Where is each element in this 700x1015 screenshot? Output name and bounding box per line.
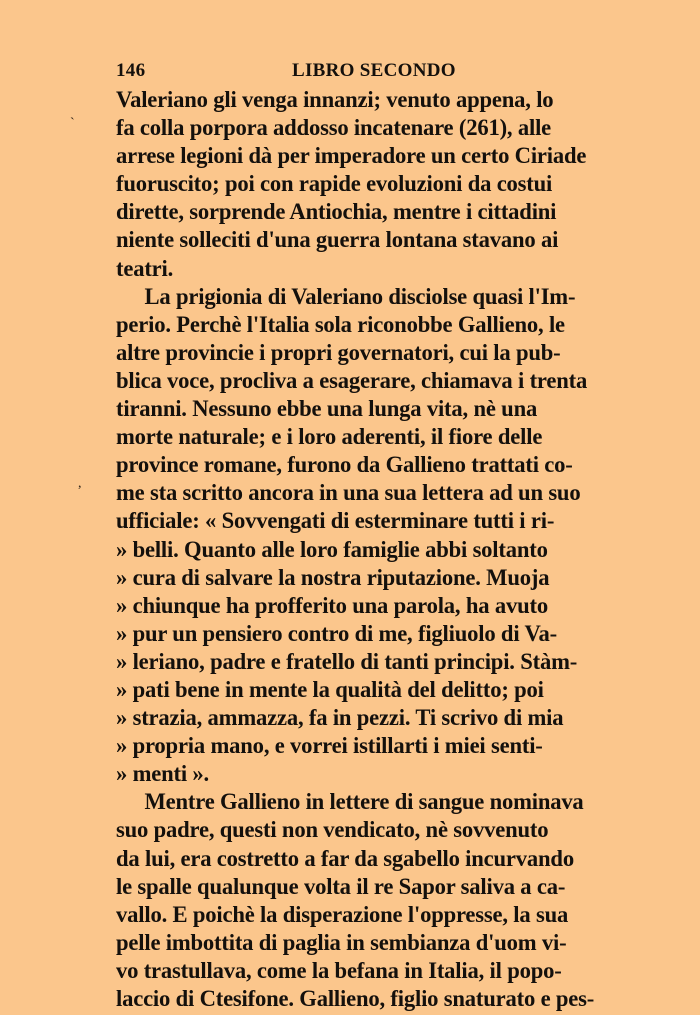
text-line: » menti ». xyxy=(116,761,210,787)
text-line: ufficiale: « Sovvengati di esterminare tutti i ri- xyxy=(116,508,555,534)
text-line: laccio di Ctesifone. Gallieno, figlio snaturato e pes- xyxy=(116,986,595,1011)
margin-speck: ` xyxy=(70,116,75,131)
text-line: province romane, furono da Gallieno trattati co- xyxy=(116,452,573,478)
text-line: » belli. Quanto alle loro famiglie abbi soltanto xyxy=(116,536,548,562)
margin-speck: , xyxy=(78,476,82,491)
text-line: Mentre Gallieno in lettere di sangue nominava xyxy=(144,789,584,815)
body-text xyxy=(116,86,636,1013)
page-header xyxy=(116,60,628,86)
page-number: 146 xyxy=(116,60,146,81)
text-line: da lui, era costretto a far da sgabello incurvando xyxy=(116,845,574,871)
text-line: altre provincie i propri governatori, cui la pub- xyxy=(116,339,561,365)
text-line: » chiunque ha profferito una parola, ha avuto xyxy=(116,592,548,618)
text-line: perio. Perchè l'Italia sola riconobbe Gallieno, le xyxy=(116,311,565,337)
text-line: » cura di salvare la nostra riputazione. Muoja xyxy=(116,564,550,590)
text-line: » strazia, ammazza, fa in pezzi. Ti scrivo di mia xyxy=(116,705,564,731)
text-line: La prigionia di Valeriano disciolse quasi l'Im- xyxy=(144,283,576,309)
text-line: pelle imbottita di paglia in sembianza d'uom vi- xyxy=(116,929,567,955)
text-line: le spalle qualunque volta il re Sapor saliva a ca- xyxy=(116,873,566,899)
text-line: arrese legioni dà per imperadore un certo Ciriade xyxy=(116,143,587,169)
text-line: » pati bene in mente la qualità del delitto; poi xyxy=(116,676,544,702)
text-line: » leriano, padre e fratello di tanti principi. Stàm- xyxy=(116,648,578,674)
text-line: teatri. xyxy=(116,255,174,281)
text-line: » propria mano, e vorrei istillarti i miei senti- xyxy=(116,733,543,759)
text-line: dirette, sorprende Antiochia, mentre i cittadini xyxy=(116,199,557,225)
text-line: niente solleciti d'una guerra lontana stavano ai xyxy=(116,227,559,253)
text-line: fuoruscito; poi con rapide evoluzioni da costui xyxy=(116,171,553,197)
text-line: suo padre, questi non vendicato, nè sovvenuto xyxy=(116,817,549,843)
running-head: LIBRO SECONDO xyxy=(292,60,456,81)
text-line: vo trastullava, come la befana in Italia, il popo- xyxy=(116,957,562,983)
text-line: vallo. E poichè la disperazione l'oppresse, la sua xyxy=(116,901,569,927)
text-line: fa colla porpora addosso incatenare (261), alle xyxy=(116,115,552,141)
text-line: tiranni. Nessuno ebbe una lunga vita, nè una xyxy=(116,396,538,422)
text-line: blica voce, procliva a esagerare, chiamava i trenta xyxy=(116,367,588,393)
text-line: morte naturale; e i loro aderenti, il fiore delle xyxy=(116,424,543,450)
text-line: Valeriano gli venga innanzi; venuto appena, lo xyxy=(116,87,554,112)
text-line: » pur un pensiero contro di me, figliuolo di Va- xyxy=(116,620,558,646)
text-line: me sta scritto ancora in una sua lettera ad un suo xyxy=(116,480,581,506)
